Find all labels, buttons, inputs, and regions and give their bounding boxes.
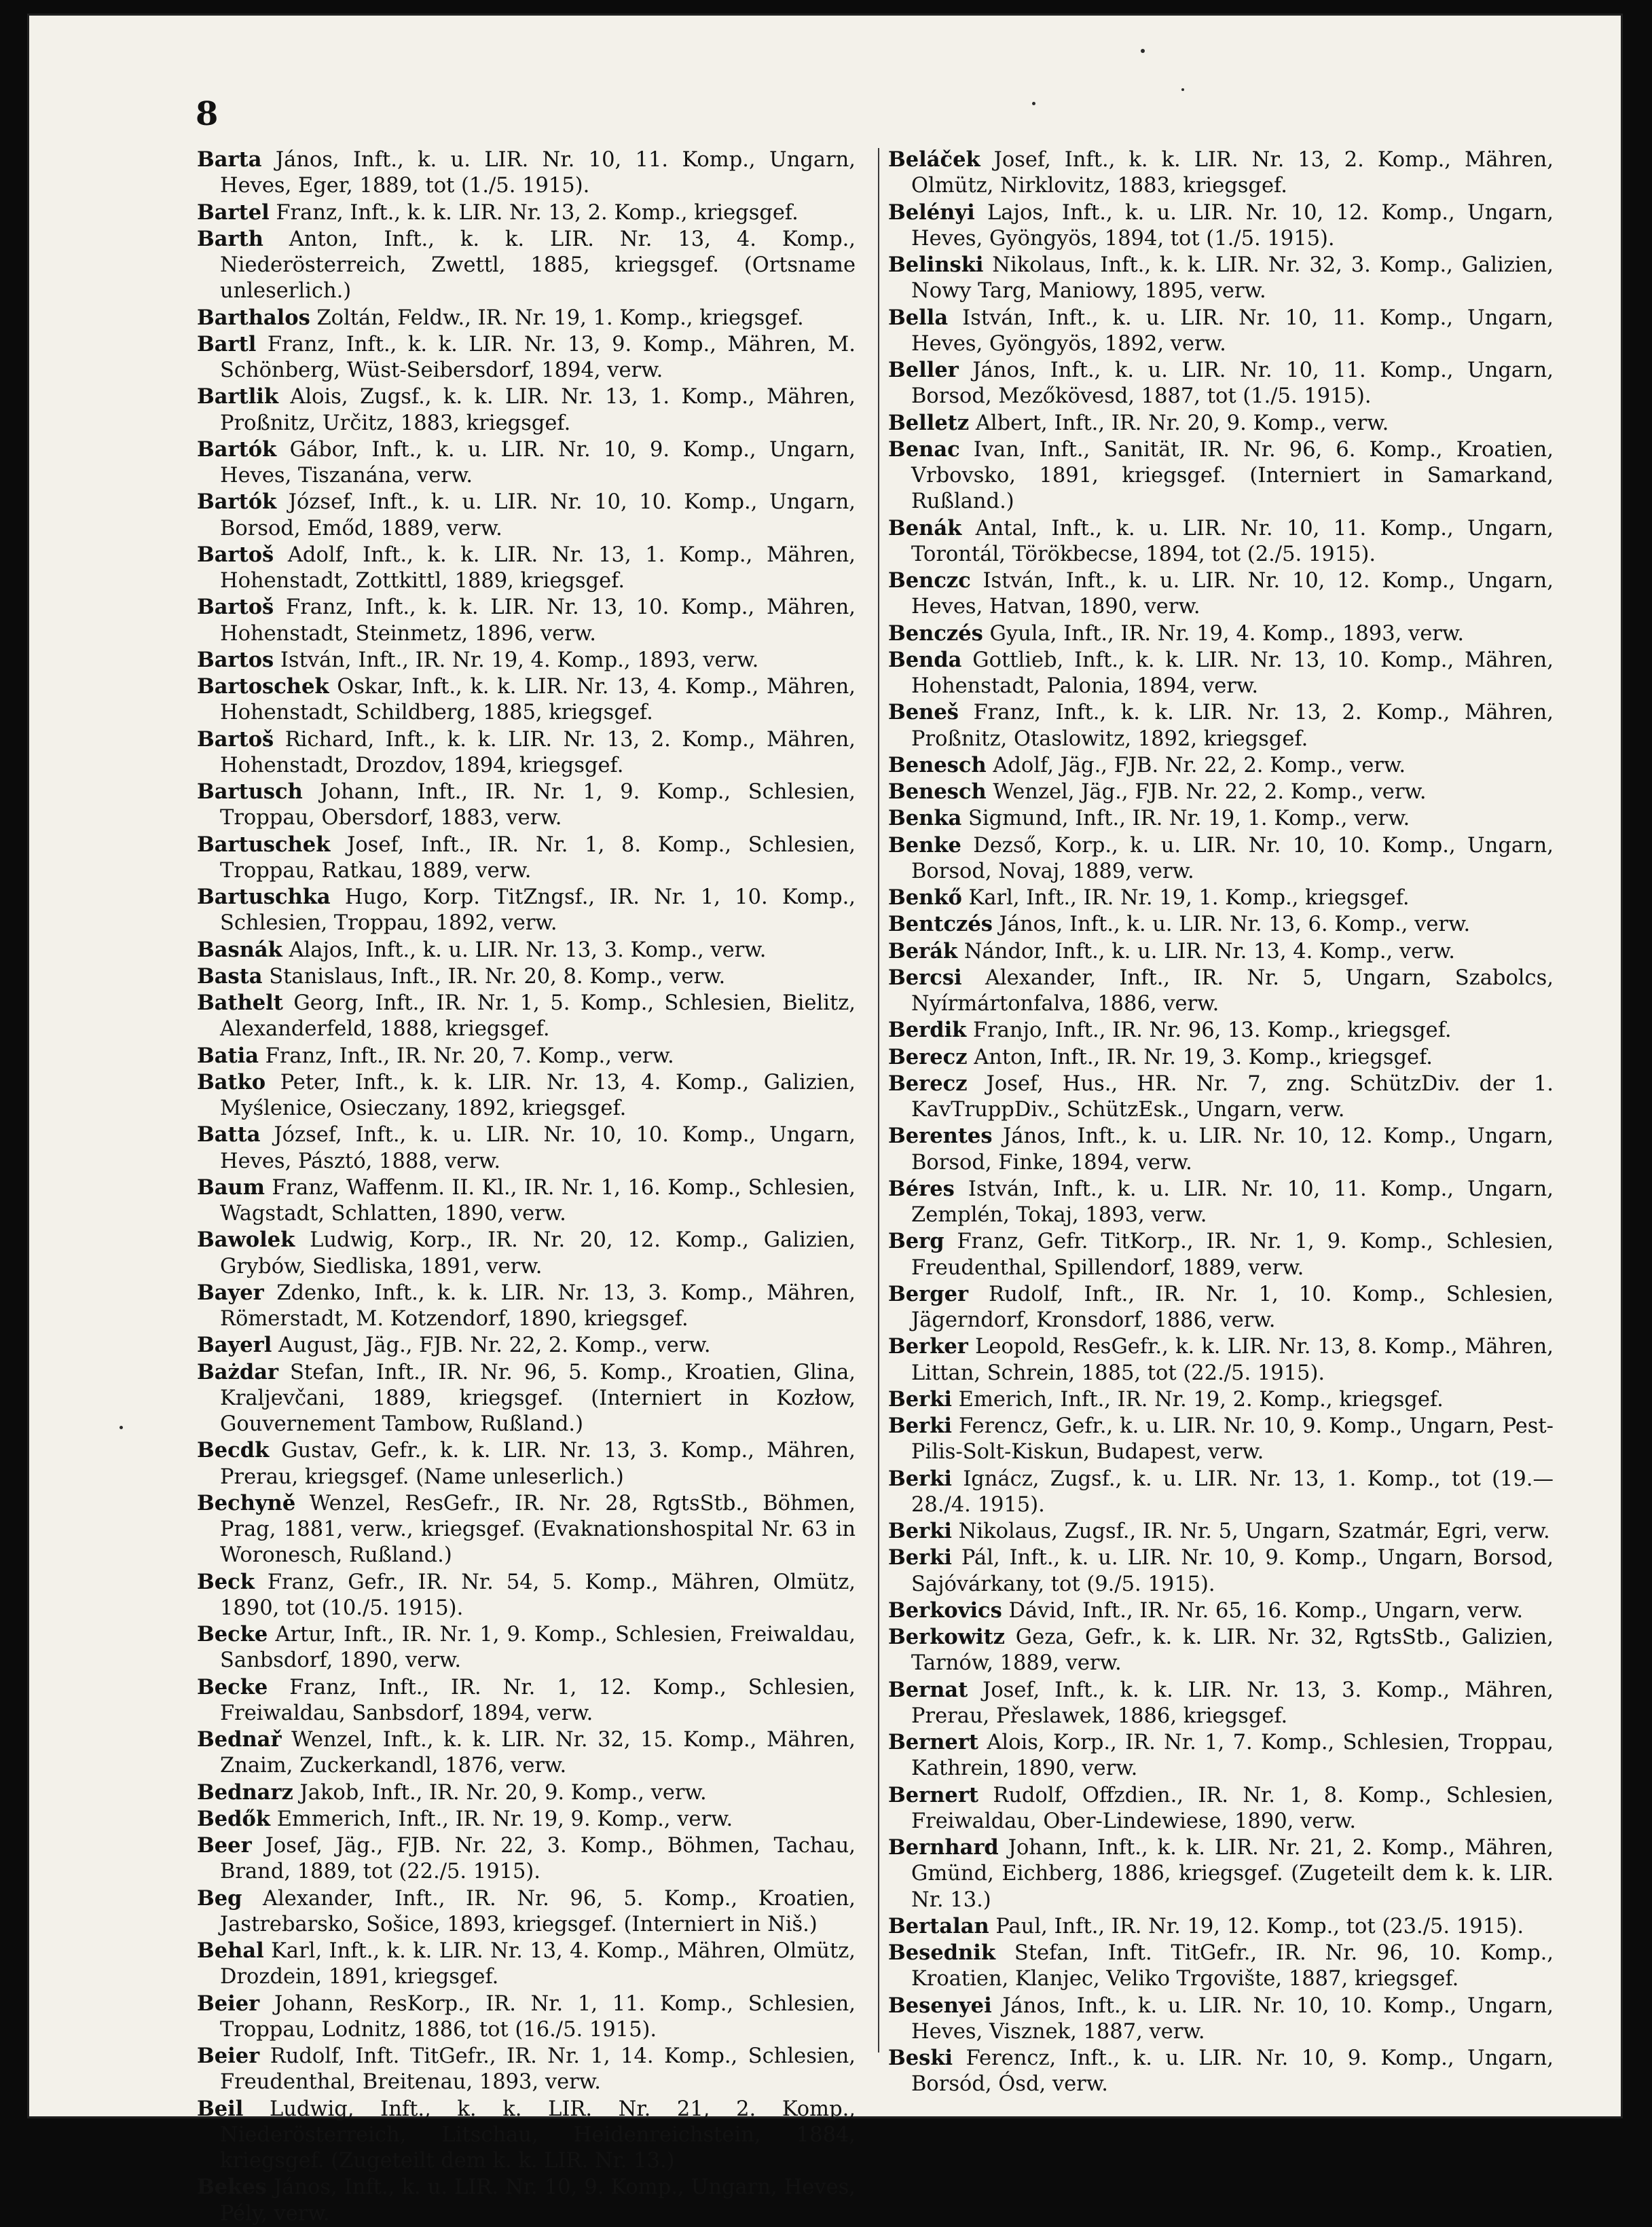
entry-surname: Bartuschek bbox=[197, 832, 331, 857]
entry-surname: Bażdar bbox=[197, 1359, 279, 1384]
entry-surname: Benczés bbox=[888, 621, 983, 646]
entry-surname: Becke bbox=[197, 1622, 268, 1646]
entry-surname: Benka bbox=[888, 806, 962, 831]
register-entry bbox=[888, 1228, 1554, 1281]
ink-speck bbox=[1141, 49, 1145, 53]
entry-details: Johann, Inft., IR. Nr. 1, 9. Komp., Schlesien, Troppau, Obersdorf, 1883, verw. bbox=[220, 780, 856, 830]
entry-details: Josef, Jäg., FJB. Nr. 22, 3. Komp., Böhmen, Tachau, Brand, 1889, tot (22./5. 1915). bbox=[220, 1834, 856, 1884]
register-entry bbox=[197, 832, 856, 885]
register-entry bbox=[888, 1281, 1554, 1334]
register-entry bbox=[888, 938, 1554, 965]
entry-surname: Bartel bbox=[197, 200, 270, 225]
entry-details: Nándor, Inft., k. u. LIR. Nr. 13, 4. Komp., verw. bbox=[957, 939, 1455, 963]
entry-details: Emerich, Inft., IR. Nr. 19, 2. Komp., kriegsgef. bbox=[951, 1387, 1444, 1412]
register-entry bbox=[888, 2045, 1554, 2098]
entry-details: Ignácz, Zugsf., k. u. LIR. Nr. 13, 1. Komp., tot (19.—28./4. 1915). bbox=[911, 1467, 1554, 1517]
entry-surname: Barth bbox=[197, 226, 263, 251]
register-entry bbox=[197, 2043, 856, 2096]
entry-surname: Berger bbox=[888, 1281, 969, 1306]
entry-surname: Berki bbox=[888, 1414, 952, 1438]
register-entry bbox=[888, 357, 1554, 410]
entry-details: Anton, Inft., k. k. LIR. Nr. 13, 4. Komp., Niederösterreich, Zwettl, 1885, kriegsgef. (Ortsname unleserlich.) bbox=[220, 227, 856, 303]
entry-details: Gustav, Gefr., k. k. LIR. Nr. 13, 3. Komp., Mähren, Prerau, kriegsgef. (Name unleserlich.) bbox=[220, 1439, 856, 1489]
entry-surname: Béres bbox=[888, 1176, 955, 1201]
entry-details: Alajos, Inft., k. u. LIR. Nr. 13, 3. Komp., verw. bbox=[282, 938, 767, 962]
entry-surname: Bartók bbox=[197, 437, 277, 462]
entry-details: Jakob, Inft., IR. Nr. 20, 9. Komp., verw. bbox=[293, 1780, 707, 1805]
register-entry bbox=[197, 726, 856, 779]
entry-details: János, Inft., k. u. LIR. Nr. 10, 10. Komp., Ungarn, Heves, Visznek, 1887, verw. bbox=[911, 1993, 1554, 2044]
register-entry bbox=[888, 1545, 1554, 1598]
entry-details: Rudolf, Inft. TitGefr., IR. Nr. 1, 14. Komp., Schlesien, Freudenthal, Breitenau, 1893, verw. bbox=[220, 2044, 856, 2095]
entry-details: Alois, Zugsf., k. k. LIR. Nr. 13, 1. Komp., Mähren, Proßnitz, Určitz, 1883, kriegsgef. bbox=[220, 385, 856, 435]
entry-surname: Bentczés bbox=[888, 912, 993, 937]
register-entry bbox=[888, 1071, 1554, 1124]
entry-details: Stefan, Inft. TitGefr., IR. Nr. 96, 10. Komp., Kroatien, Klanjec, Veliko Trgovište, 1887, kriegsgef. bbox=[911, 1941, 1554, 1991]
register-entry bbox=[197, 990, 856, 1043]
ink-speck bbox=[1181, 88, 1184, 91]
register-entry bbox=[197, 1885, 856, 1938]
register-entry bbox=[888, 1677, 1554, 1730]
entry-surname: Bednarz bbox=[197, 1780, 293, 1805]
register-entry bbox=[888, 1123, 1554, 1176]
entry-details: Gottlieb, Inft., k. k. LIR. Nr. 13, 10. Komp., Mähren, Hohenstadt, Palonia, 1894, verw. bbox=[911, 648, 1554, 698]
register-entry bbox=[197, 2174, 856, 2227]
document-page bbox=[27, 14, 1623, 2226]
entry-surname: Bernat bbox=[888, 1677, 968, 1702]
entry-details: Franz, Inft., k. k. LIR. Nr. 13, 9. Komp., Mähren, M. Schönberg, Wüst-Seibersdorf, 1894, verw. bbox=[220, 332, 856, 382]
entry-details: Gábor, Inft., k. u. LIR. Nr. 10, 9. Komp., Ungarn, Heves, Tiszanána, verw. bbox=[220, 437, 856, 487]
entry-surname: Bernert bbox=[888, 1782, 978, 1807]
entry-surname: Berkovics bbox=[888, 1598, 1002, 1623]
entry-details: Pál, Inft., k. u. LIR. Nr. 10, 9. Komp., Ungarn, Borsod, Sajóvárkany, tot (9./5. 1915). bbox=[911, 1546, 1554, 1596]
entry-surname: Becdk bbox=[197, 1438, 270, 1463]
register-entry bbox=[888, 965, 1554, 1018]
register-entry bbox=[197, 1280, 856, 1333]
entry-surname: Berkowitz bbox=[888, 1625, 1005, 1649]
entry-details: Adolf, Jäg., FJB. Nr. 22, 2. Komp., verw. bbox=[986, 753, 1406, 777]
register-entry bbox=[197, 200, 856, 226]
register-entry bbox=[197, 226, 856, 305]
register-entry bbox=[197, 1806, 856, 1833]
entry-surname: Benesch bbox=[888, 752, 987, 777]
entry-surname: Bechyně bbox=[197, 1490, 296, 1515]
register-entry bbox=[888, 1333, 1554, 1386]
register-entry bbox=[888, 621, 1554, 647]
entry-details: Rudolf, Offzdien., IR. Nr. 1, 8. Komp., Schlesien, Freiwaldau, Ober-Lindewiese, 1890, verw. bbox=[911, 1783, 1554, 1833]
entry-surname: Berák bbox=[888, 938, 958, 963]
entry-details: Josef, Inft., k. k. LIR. Nr. 13, 3. Komp., Mähren, Prerau, Přeslawek, 1886, kriegsgef. bbox=[911, 1678, 1554, 1728]
entry-details: István, Inft., k. u. LIR. Nr. 10, 11. Komp., Ungarn, Heves, Gyöngyös, 1892, verw. bbox=[911, 306, 1554, 356]
entry-details: Wenzel, ResGefr., IR. Nr. 28, RgtsStb., Böhmen, Prag, 1881, verw., kriegsgef. (Evaknationshospital Nr. 63 in Woronesch, Rußland.) bbox=[220, 1491, 856, 1568]
entry-surname: Barthalos bbox=[197, 305, 310, 330]
entry-details: Franjo, Inft., IR. Nr. 96, 13. Komp., kriegsgef. bbox=[966, 1018, 1452, 1043]
register-entry bbox=[197, 594, 856, 647]
register-entry bbox=[197, 1490, 856, 1569]
entry-details: János, Inft., k. u. LIR. Nr. 10, 12. Komp., Ungarn, Borsod, Finke, 1894, verw. bbox=[911, 1124, 1554, 1175]
entry-details: Dezső, Korp., k. u. LIR. Nr. 10, 10. Komp., Ungarn, Borsod, Novaj, 1889, verw. bbox=[911, 833, 1554, 883]
entry-surname: Bekes bbox=[197, 2175, 267, 2200]
entry-surname: Benczc bbox=[888, 568, 971, 593]
entry-surname: Beneš bbox=[888, 700, 959, 725]
entry-details: Franz, Inft., k. k. LIR. Nr. 13, 2. Komp., Mähren, Proßnitz, Otaslowitz, 1892, kriegsgef. bbox=[911, 701, 1554, 751]
entry-surname: Berker bbox=[888, 1334, 968, 1359]
register-entry bbox=[888, 1835, 1554, 1913]
register-entry bbox=[888, 1729, 1554, 1782]
register-entry bbox=[197, 779, 856, 832]
entry-details: Wenzel, Inft., k. k. LIR. Nr. 32, 15. Komp., Mähren, Znaim, Zuckerkandl, 1876, verw. bbox=[220, 1728, 856, 1778]
entry-surname: Beier bbox=[197, 2044, 260, 2068]
entry-details: Anton, Inft., IR. Nr. 19, 3. Komp., kriegsgef. bbox=[967, 1045, 1433, 1069]
register-entry bbox=[888, 1913, 1554, 1940]
entry-details: Alois, Korp., IR. Nr. 1, 7. Komp., Schlesien, Troppau, Kathrein, 1890, verw. bbox=[911, 1731, 1554, 1781]
entry-details: János, Inft., k. u. LIR. Nr. 10, 11. Komp., Ungarn, Borsod, Mezőkövesd, 1887, tot (1./5. 1915). bbox=[911, 358, 1554, 409]
register-entry bbox=[888, 832, 1554, 885]
register-entry bbox=[888, 410, 1554, 437]
register-entry bbox=[197, 963, 856, 990]
register-entry bbox=[888, 1413, 1554, 1466]
entry-details: Geza, Gefr., k. k. LIR. Nr. 32, RgtsStb., Galizien, Tarnów, 1889, verw. bbox=[911, 1625, 1554, 1676]
entry-details: Artur, Inft., IR. Nr. 1, 9. Komp., Schlesien, Freiwaldau, Sanbsdorf, 1890, verw. bbox=[220, 1623, 856, 1673]
entry-surname: Bernert bbox=[888, 1730, 978, 1754]
register-entry bbox=[888, 1518, 1554, 1545]
entry-surname: Besednik bbox=[888, 1940, 995, 1965]
register-entry bbox=[197, 674, 856, 726]
entry-details: August, Jäg., FJB. Nr. 22, 2. Komp., verw. bbox=[272, 1333, 711, 1358]
entry-details: Lajos, Inft., k. u. LIR. Nr. 10, 12. Komp., Ungarn, Heves, Gyöngyös, 1894, tot (1./5. 1915). bbox=[911, 200, 1554, 251]
entry-surname: Belinski bbox=[888, 253, 984, 277]
entry-surname: Bathelt bbox=[197, 991, 283, 1015]
entry-details: Paul, Inft., IR. Nr. 19, 12. Komp., tot (23./5. 1915). bbox=[989, 1914, 1524, 1938]
entry-details: Zdenko, Inft., k. k. LIR. Nr. 13, 3. Komp., Mähren, Römerstadt, M. Kotzendorf, 1890, kriegsgef. bbox=[220, 1281, 856, 1331]
entry-surname: Berecz bbox=[888, 1071, 968, 1096]
entry-surname: Benkő bbox=[888, 885, 962, 910]
register-entry bbox=[197, 1938, 856, 1991]
register-entry bbox=[197, 937, 856, 963]
entry-surname: Bartos bbox=[197, 647, 274, 672]
register-entry bbox=[197, 1780, 856, 1806]
register-entry bbox=[888, 437, 1554, 515]
entry-details: Nikolaus, Inft., k. k. LIR. Nr. 32, 3. Komp., Galizien, Nowy Targ, Maniowy, 1895, verw. bbox=[911, 253, 1554, 303]
entry-details: Franz, Inft., k. k. LIR. Nr. 13, 10. Komp., Mähren, Hohenstadt, Steinmetz, 1896, verw. bbox=[220, 595, 856, 646]
entry-surname: Bednař bbox=[197, 1727, 282, 1752]
entry-surname: Beil bbox=[197, 2096, 244, 2121]
entry-surname: Bedők bbox=[197, 1806, 270, 1831]
register-entry bbox=[197, 1437, 856, 1490]
column-divider bbox=[878, 148, 879, 2053]
entry-surname: Berentes bbox=[888, 1124, 993, 1149]
entry-surname: Bartl bbox=[197, 331, 257, 356]
entry-surname: Bartuschka bbox=[197, 885, 331, 909]
entry-surname: Bayerl bbox=[197, 1333, 272, 1358]
entry-details: Stanislaus, Inft., IR. Nr. 20, 8. Komp., verw. bbox=[262, 964, 726, 989]
entry-details: István, Inft., k. u. LIR. Nr. 10, 12. Komp., Ungarn, Heves, Hatvan, 1890, verw. bbox=[911, 569, 1554, 619]
entry-details: János, Inft., k. u. LIR. Nr. 10, 9. Komp., Ungarn, Heves, Pély, verw. bbox=[220, 2175, 856, 2226]
register-entry bbox=[197, 305, 856, 331]
entry-surname: Beláček bbox=[888, 147, 980, 172]
register-entry bbox=[197, 1175, 856, 1228]
entry-details: Nikolaus, Zugsf., IR. Nr. 5, Ungarn, Szatmár, Egri, verw. bbox=[951, 1520, 1550, 1543]
register-entry bbox=[888, 252, 1554, 305]
entry-surname: Bella bbox=[888, 305, 949, 330]
register-entry bbox=[197, 542, 856, 595]
register-entry bbox=[197, 437, 856, 490]
entry-details: Gyula, Inft., IR. Nr. 19, 4. Komp., 1893, verw. bbox=[983, 621, 1465, 646]
entry-surname: Batta bbox=[197, 1122, 261, 1147]
register-entry bbox=[888, 1017, 1554, 1044]
entry-surname: Bartoš bbox=[197, 726, 274, 752]
entry-details: Franz, Inft., IR. Nr. 20, 7. Komp., verw. bbox=[258, 1044, 674, 1068]
entry-details: Antal, Inft., k. u. LIR. Nr. 10, 11. Komp., Ungarn, Torontál, Törökbecse, 1894, tot (2./5. 1915). bbox=[911, 516, 1554, 566]
entry-surname: Beier bbox=[197, 1991, 260, 2016]
register-entry bbox=[888, 147, 1554, 200]
entry-surname: Batko bbox=[197, 1069, 266, 1094]
entry-details: Ivan, Inft., Sanität, IR. Nr. 96, 6. Komp., Kroatien, Vrbovsko, 1891, kriegsgef. (Interniert in Samarkand, Rußland.) bbox=[911, 437, 1554, 514]
entry-details: Franz, Gefr. TitKorp., IR. Nr. 1, 9. Komp., Schlesien, Freudenthal, Spillendorf, 1889, verw. bbox=[911, 1230, 1554, 1280]
register-entry bbox=[197, 1069, 856, 1122]
entry-details: Ludwig, Inft., k. k. LIR. Nr. 21, 2. Komp., Niederösterreich, Litschau, Heidenreichstein, 1884, kriegsgef. (Zugeteilt dem k. k. LIR. Nr. 13.) bbox=[220, 2097, 856, 2173]
entry-details: Georg, Inft., IR. Nr. 1, 5. Komp., Schlesien, Bielitz, Alexanderfeld, 1888, kriegsgef. bbox=[220, 991, 856, 1042]
entry-surname: Bayer bbox=[197, 1280, 264, 1305]
entry-surname: Bernhard bbox=[888, 1835, 999, 1860]
entry-details: Rudolf, Inft., IR. Nr. 1, 10. Komp., Schlesien, Jägerndorf, Kronsdorf, 1886, verw. bbox=[911, 1282, 1554, 1332]
entry-surname: Benák bbox=[888, 515, 962, 540]
register-entry bbox=[888, 647, 1554, 700]
entry-surname: Belletz bbox=[888, 410, 970, 435]
entry-surname: Bartók bbox=[197, 490, 277, 515]
register-entry bbox=[197, 1991, 856, 2044]
entry-surname: Berki bbox=[888, 1466, 952, 1491]
register-entry bbox=[197, 1043, 856, 1069]
entry-details: Sigmund, Inft., IR. Nr. 19, 1. Komp., verw. bbox=[961, 807, 1410, 831]
register-entry bbox=[888, 1044, 1554, 1071]
register-entry bbox=[888, 911, 1554, 938]
register-entry bbox=[888, 1940, 1554, 1993]
entry-details: Dávid, Inft., IR. Nr. 65, 16. Komp., Ungarn, verw. bbox=[1002, 1598, 1524, 1623]
entry-surname: Bartusch bbox=[197, 779, 303, 804]
ink-speck bbox=[120, 1426, 123, 1429]
entry-details: Emmerich, Inft., IR. Nr. 19, 9. Komp., verw. bbox=[270, 1807, 733, 1831]
page-number: 8 bbox=[196, 95, 219, 133]
register-entry bbox=[888, 885, 1554, 911]
register-entry bbox=[197, 331, 856, 384]
entry-details: József, Inft., k. u. LIR. Nr. 10, 10. Komp., Ungarn, Heves, Pásztó, 1888, verw. bbox=[220, 1123, 856, 1173]
entry-surname: Basta bbox=[197, 963, 263, 989]
entry-details: János, Inft., k. u. LIR. Nr. 10, 11. Komp., Ungarn, Heves, Eger, 1889, tot (1./5. 1915). bbox=[220, 148, 856, 198]
entry-surname: Bawolek bbox=[197, 1228, 295, 1253]
entry-details: József, Inft., k. u. LIR. Nr. 10, 10. Komp., Ungarn, Borsod, Emőd, 1889, verw. bbox=[220, 490, 856, 540]
right-column bbox=[888, 147, 1554, 2102]
entry-surname: Basnák bbox=[197, 937, 282, 962]
register-entry bbox=[197, 647, 856, 674]
register-entry bbox=[888, 1386, 1554, 1413]
entry-details: István, Inft., k. u. LIR. Nr. 10, 11. Komp., Ungarn, Zemplén, Tokaj, 1893, verw. bbox=[911, 1177, 1554, 1227]
entry-details: Alexander, Inft., IR. Nr. 96, 5. Komp., Kroatien, Jastrebarsko, Sošice, 1893, kriegsgef. (Interniert in Niš.) bbox=[220, 1886, 856, 1936]
entry-details: Albert, Inft., IR. Nr. 20, 9. Komp., verw. bbox=[969, 411, 1389, 435]
entry-details: Franz, Inft., k. k. LIR. Nr. 13, 2. Komp., kriegsgef. bbox=[269, 200, 799, 225]
register-entry bbox=[888, 1624, 1554, 1677]
register-entry bbox=[197, 1332, 856, 1359]
entry-surname: Berki bbox=[888, 1386, 952, 1412]
register-entry bbox=[197, 1833, 856, 1885]
register-entry bbox=[197, 489, 856, 542]
entry-surname: Baum bbox=[197, 1175, 265, 1200]
entry-details: Karl, Inft., IR. Nr. 19, 1. Komp., kriegsgef. bbox=[961, 886, 1410, 910]
entry-surname: Besenyei bbox=[888, 1993, 992, 2018]
register-entry bbox=[888, 779, 1554, 805]
entry-details: Johann, Inft., k. k. LIR. Nr. 21, 2. Komp., Mähren, Gmünd, Eichberg, 1886, kriegsgef. (Zugeteilt dem k. k. LIR. Nr. 13.) bbox=[911, 1836, 1554, 1912]
entry-details: Josef, Inft., IR. Nr. 1, 8. Komp., Schlesien, Troppau, Ratkau, 1889, verw. bbox=[220, 832, 856, 883]
entry-surname: Bartoš bbox=[197, 595, 274, 620]
register-entry bbox=[197, 147, 856, 200]
register-entry bbox=[888, 752, 1554, 779]
entry-details: Josef, Hus., HR. Nr. 7, zng. SchützDiv. der 1. KavTruppDiv., SchützEsk., Ungarn, verw. bbox=[911, 1071, 1554, 1122]
entry-details: Franz, Gefr., IR. Nr. 54, 5. Komp., Mähren, Olmütz, 1890, tot (10./5. 1915). bbox=[220, 1570, 856, 1620]
entry-details: Ferencz, Gefr., k. u. LIR. Nr. 10, 9. Komp., Ungarn, Pest-Pilis-Solt-Kiskun, Budapest, verw. bbox=[911, 1414, 1554, 1465]
entry-details: Ludwig, Korp., IR. Nr. 20, 12. Komp., Galizien, Grybów, Siedliska, 1891, verw. bbox=[220, 1228, 856, 1278]
register-entry bbox=[888, 1993, 1554, 2046]
entry-surname: Bercsi bbox=[888, 965, 962, 990]
register-entry bbox=[197, 2096, 856, 2175]
entry-surname: Benac bbox=[888, 437, 960, 462]
register-entry bbox=[888, 1176, 1554, 1229]
entry-surname: Beller bbox=[888, 358, 959, 382]
entry-details: János, Inft., k. u. LIR. Nr. 13, 6. Komp., verw. bbox=[992, 913, 1471, 937]
register-entry bbox=[197, 1122, 856, 1175]
entry-surname: Barta bbox=[197, 147, 262, 172]
entry-surname: Berki bbox=[888, 1545, 952, 1570]
entry-surname: Bartoschek bbox=[197, 674, 329, 699]
register-entry bbox=[888, 515, 1554, 568]
entry-details: Stefan, Inft., IR. Nr. 96, 5. Komp., Kroatien, Glina, Kraljevčani, 1889, kriegsgef. (Interniert in Kozłow, Gouvernement Tambow, Rußland.) bbox=[220, 1360, 856, 1436]
register-entry bbox=[888, 200, 1554, 253]
entry-details: Franz, Waffenm. II. Kl., IR. Nr. 1, 16. Komp., Schlesien, Wagstadt, Schlatten, 1890, verw. bbox=[220, 1175, 856, 1226]
left-column bbox=[197, 147, 856, 2226]
register-entry bbox=[888, 305, 1554, 358]
entry-surname: Berki bbox=[888, 1519, 952, 1543]
entry-surname: Berecz bbox=[888, 1044, 968, 1069]
entry-details: Franz, Inft., IR. Nr. 1, 12. Komp., Schlesien, Freiwaldau, Sanbsdorf, 1894, verw. bbox=[220, 1675, 856, 1725]
register-entry bbox=[197, 1359, 856, 1438]
entry-surname: Berg bbox=[888, 1229, 944, 1254]
entry-details: Wenzel, Jäg., FJB. Nr. 22, 2. Komp., verw. bbox=[986, 780, 1427, 804]
entry-surname: Belényi bbox=[888, 200, 975, 225]
register-entry bbox=[197, 884, 856, 937]
entry-details: Leopold, ResGefr., k. k. LIR. Nr. 13, 8. Komp., Mähren, Littan, Schrein, 1885, tot (22./5. 1915). bbox=[911, 1335, 1554, 1385]
entry-details: Josef, Inft., k. k. LIR. Nr. 13, 2. Komp., Mähren, Olmütz, Nirklovitz, 1883, kriegsgef. bbox=[911, 148, 1554, 198]
entry-details: Alexander, Inft., IR. Nr. 5, Ungarn, Szabolcs, Nyírmártonfalva, 1886, verw. bbox=[911, 965, 1554, 1016]
entry-details: Adolf, Inft., k. k. LIR. Nr. 13, 1. Komp., Mähren, Hohenstadt, Zottkittl, 1889, kriegsgef. bbox=[220, 542, 856, 593]
entry-details: István, Inft., IR. Nr. 19, 4. Komp., 1893, verw. bbox=[274, 648, 759, 672]
ink-speck bbox=[1032, 102, 1035, 105]
entry-surname: Bertalan bbox=[888, 1913, 989, 1938]
entry-details: Zoltán, Feldw., IR. Nr. 19, 1. Komp., kriegsgef. bbox=[310, 306, 804, 330]
register-entry bbox=[888, 805, 1554, 832]
register-entry bbox=[197, 384, 856, 437]
entry-details: Johann, ResKorp., IR. Nr. 1, 11. Komp., Schlesien, Troppau, Lodnitz, 1886, tot (16./5. 1915). bbox=[220, 1991, 856, 2042]
entry-details: Oskar, Inft., k. k. LIR. Nr. 13, 4. Komp., Mähren, Hohenstadt, Schildberg, 1885, kriegsgef. bbox=[220, 675, 856, 725]
register-entry bbox=[888, 1782, 1554, 1835]
entry-surname: Beck bbox=[197, 1569, 255, 1594]
entry-surname: Benda bbox=[888, 647, 962, 672]
entry-surname: Benke bbox=[888, 832, 961, 858]
entry-surname: Berdik bbox=[888, 1018, 967, 1043]
register-entry bbox=[888, 1598, 1554, 1624]
entry-surname: Becke bbox=[197, 1674, 268, 1699]
register-entry bbox=[888, 699, 1554, 752]
entry-surname: Beer bbox=[197, 1833, 252, 1858]
register-entry bbox=[197, 1569, 856, 1622]
entry-surname: Bartoš bbox=[197, 542, 274, 567]
entry-details: Hugo, Korp. TitZngsf., IR. Nr. 1, 10. Komp., Schlesien, Troppau, 1892, verw. bbox=[220, 885, 856, 936]
entry-surname: Behal bbox=[197, 1938, 264, 1963]
register-entry bbox=[197, 1621, 856, 1674]
entry-surname: Bartlik bbox=[197, 384, 279, 409]
entry-details: Karl, Inft., k. k. LIR. Nr. 13, 4. Komp., Mähren, Olmütz, Drozdein, 1891, kriegsgef. bbox=[220, 1939, 856, 1989]
entry-details: Peter, Inft., k. k. LIR. Nr. 13, 4. Komp., Galizien, Myślenice, Osieczany, 1892, kriegsgef. bbox=[220, 1070, 856, 1120]
entry-details: Richard, Inft., k. k. LIR. Nr. 13, 2. Komp., Mähren, Hohenstadt, Drozdov, 1894, kriegsgef. bbox=[220, 727, 856, 777]
register-entry bbox=[888, 568, 1554, 621]
register-entry bbox=[888, 1466, 1554, 1519]
entry-surname: Beg bbox=[197, 1885, 242, 1911]
register-entry bbox=[197, 1674, 856, 1727]
entry-surname: Benesch bbox=[888, 779, 987, 804]
entry-surname: Beski bbox=[888, 2046, 953, 2070]
register-entry bbox=[197, 1727, 856, 1780]
entry-details: Ferencz, Inft., k. u. LIR. Nr. 10, 9. Komp., Ungarn, Borsód, Ósd, verw. bbox=[911, 2046, 1554, 2097]
register-entry bbox=[197, 1227, 856, 1280]
entry-surname: Batia bbox=[197, 1043, 259, 1068]
